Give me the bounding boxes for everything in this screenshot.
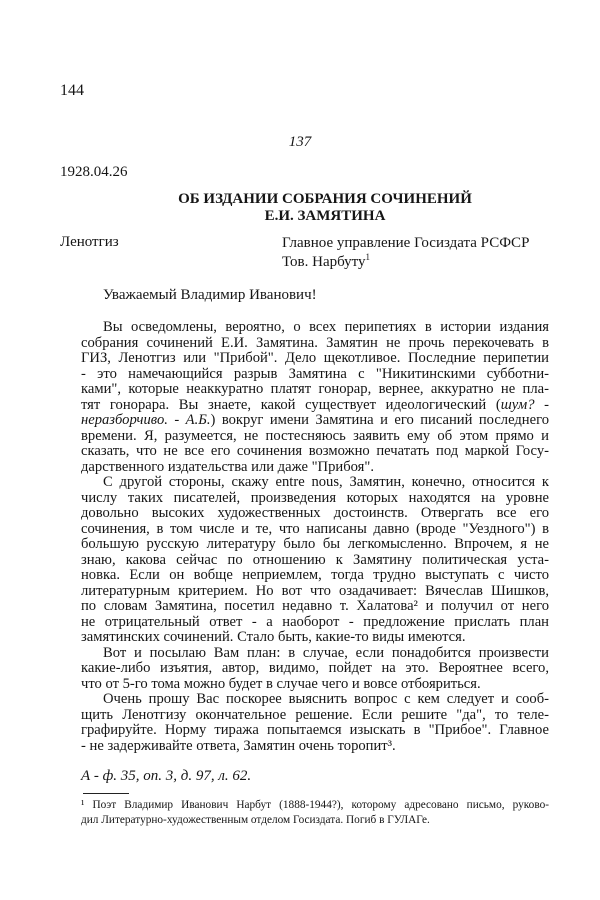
body-line: - это намечающийся разрыв Замятина с "Никитинскими субботни- [81,365,549,382]
document-date: 1928.04.26 [60,164,128,180]
body-line: неразборчиво. - А.Б.) вокруг имени Замятина и его писаний последнего [81,412,549,428]
recipient [282,234,529,272]
archive-source: А - ф. 35, оп. 3, д. 97, л. 62. [81,768,252,784]
body-line: Вы осведомлены, вероятно, о всех перипетиях в истории издания [103,319,549,335]
body-line: замятинских сочинений. Стало быть, какие-то виды имеются. [81,629,466,645]
body-line: тят гонорара. Вы знаете, какой существует идеологический (шум? - [81,396,550,413]
body-line: дарственного издательства или даже "Прибоя". [81,458,374,475]
editorial-note: неразборчиво. - А.Б. [81,412,211,428]
greeting: Уважаемый Владимир Иванович! [103,287,317,303]
letter-body [81,320,549,754]
sender: Ленотгиз [60,234,119,250]
body-line: ками", которые неаккуратно платят гонорар, вернее, аккуратно не пла- [81,381,549,397]
body-line: не отрицательный ответ - а наоборот - предложение прислать план [81,613,549,630]
body-line: времени. Я, разумеется, не постесняюсь заявить ему об этом прямо и [81,427,549,444]
body-line: довольно высоких художественных достоинств. Отвергать все его [81,505,549,521]
document-title [100,191,550,225]
body-line: большую русскую литературу было бы легкомысленно. Впрочем, я не [81,536,549,552]
footnote-line: ¹ Поэт Владимир Иванович Нарбут (1888-1944?), которому адресовано письмо, руково- [81,799,549,811]
body-line: новка. Если он вобще неприемлем, тогда трудно выступать с чисто [81,567,549,583]
recipient-name: Тов. Нарбуту [282,254,366,270]
document-number [0,134,600,151]
recipient-line [282,253,529,272]
body-line: литературным критерием. Но вот что озадачивает: Вячеслав Шишков, [81,582,549,599]
body-line: сказать, что не все его сочинения возможно печатать под маркой Госу- [81,443,549,459]
footnote-mark: 1 [365,252,371,262]
footnotes [81,798,549,828]
body-line: ГИЗ, Ленотгиз или "Прибой". Дело щекотливое. Последние перипетии [81,350,549,366]
title-line: ОБ ИЗДАНИИ СОБРАНИЯ СОЧИНЕНИЙ [178,191,472,207]
body-line: какие-либо изъятия, автор, видимо, пойдет на это. Вероятнее всего, [81,660,549,676]
footnote-divider [83,793,129,794]
page-number: 144 [60,82,84,99]
body-line: графируйте. Норму тиража попытаемся изыскать в "Прибое". Главное [81,722,549,738]
body-line: что от 5-го тома можно будет в случае чего и вовсе отбояриться. [81,675,481,692]
body-line: сочинения, в том числе и те, что написаны давно (вроде "Уездного") в [81,520,549,537]
recipient-line: Главное управление Госиздата РСФСР [282,235,530,251]
title-line: Е.И. ЗАМЯТИНА [264,208,386,224]
body-line: числу таких писателей, произведения которых находятся на уровне [81,489,549,506]
body-line: С другой стороны, скажу entre nous, Замятин, конечно, относится к [103,474,549,490]
body-line: Очень прошу Вас поскорее выяснить вопрос с кем следует и сооб- [103,691,549,707]
footnote-line: дил Литературно-художественным отделом Госиздата. Погиб в ГУЛАГе. [81,814,430,826]
body-line: щить Ленотгизу окончательное решение. Если решите "да", то теле- [81,706,549,723]
body-line: знаю, какова сейчас по отношению к Замятину политическая уста- [81,551,549,568]
document-number-text: 137 [288,134,312,150]
body-line: - не задерживайте ответа, Замятин очень торопит³. [81,737,396,754]
body-line: Вот и посылаю Вам план: в случае, если понадобится произвести [103,644,549,661]
body-line: по словам Замятина, посетил недавно т. Халатова² и получил от него [81,598,549,614]
body-line: собрания сочинений Е.И. Замятина. Замятин не прочь перекочевать в [81,334,549,351]
editorial-note: шум? - [500,396,550,413]
